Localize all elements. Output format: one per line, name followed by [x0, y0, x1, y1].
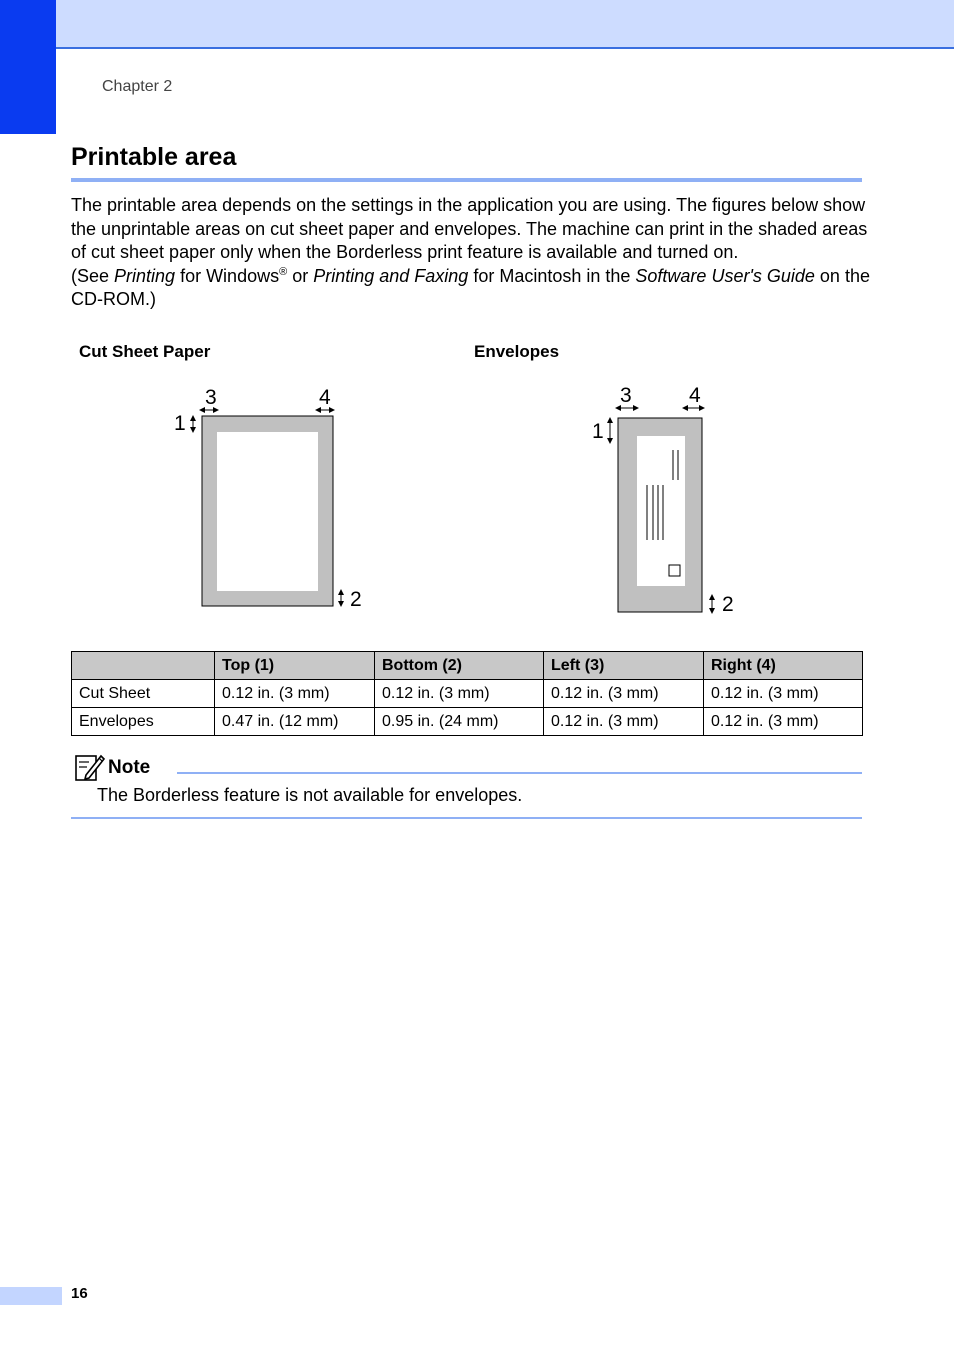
envelope-num-3: 3: [620, 384, 632, 407]
chapter-label: Chapter 2: [102, 78, 173, 95]
cut-sheet-num-2: 2: [350, 588, 362, 611]
note-pencil-icon: [74, 752, 106, 782]
intro-p2-faxing: Printing and Faxing: [313, 265, 469, 286]
table-cell: 0.12 in. (3 mm): [544, 680, 704, 708]
table-header-cell: Top (1): [215, 652, 375, 680]
intro-p2-c: for Windows: [175, 265, 280, 286]
note-rule: [71, 817, 862, 819]
table-cell: Cut Sheet: [72, 680, 215, 708]
stamp-box: [669, 565, 680, 576]
intro-p2-a: (See: [71, 265, 115, 286]
margins-table: [71, 651, 863, 736]
table-cell: 0.12 in. (3 mm): [704, 680, 863, 708]
section-title: Printable area: [71, 143, 237, 171]
table-header-cell: [72, 652, 215, 680]
table-cell: Envelopes: [72, 708, 215, 736]
envelope-num-4: 4: [689, 384, 701, 407]
cut-sheet-label: Cut Sheet Paper: [79, 342, 211, 361]
note-rule: [177, 772, 862, 774]
intro-p2-printing: Printing: [114, 265, 176, 286]
intro-p2-h: on the CD-ROM.): [71, 265, 870, 309]
cut-sheet-num-4: 4: [319, 386, 331, 409]
table-header-cell: Bottom (2): [375, 652, 544, 680]
table-cell: 0.47 in. (12 mm): [215, 708, 375, 736]
envelope-num-2: 2: [722, 593, 734, 616]
table-cell: 0.12 in. (3 mm): [544, 708, 704, 736]
note-text: The Borderless feature is not available for envelopes.: [97, 785, 523, 805]
table-cell: 0.12 in. (3 mm): [375, 680, 544, 708]
page-tab: [0, 1287, 62, 1305]
note-label: Note: [108, 757, 151, 778]
intro-p2-d: or: [287, 265, 314, 286]
envelope-num-1: 1: [592, 420, 604, 443]
table-header-row: [72, 652, 863, 680]
table-header-cell: Left (3): [544, 652, 704, 680]
cut-sheet-printable-area: [217, 432, 318, 591]
intro-p2-guide: Software User's Guide: [635, 265, 815, 286]
page-number: 16: [71, 1285, 88, 1302]
table-cell: 0.12 in. (3 mm): [704, 708, 863, 736]
cut-sheet-diagram: [0, 0, 954, 640]
table-row: [72, 680, 863, 708]
table-row: [72, 708, 863, 736]
table-cell: 0.12 in. (3 mm): [215, 680, 375, 708]
table-header-cell: Right (4): [704, 652, 863, 680]
cut-sheet-num-1: 1: [174, 412, 186, 435]
table-cell: 0.95 in. (24 mm): [375, 708, 544, 736]
intro-p2-f: for Macintosh in the: [468, 265, 636, 286]
registered-mark: ®: [279, 265, 288, 278]
cut-sheet-num-3: 3: [205, 386, 217, 409]
envelopes-label: Envelopes: [474, 342, 560, 361]
intro-paragraph-1: The printable area depends on the settings in the application you are using. The figures below show the unprintable areas on cut sheet paper and envelopes. The machine can print in the shaded areas of cut sheet paper only when the Borderless print feature is available and turned on.: [71, 195, 868, 262]
